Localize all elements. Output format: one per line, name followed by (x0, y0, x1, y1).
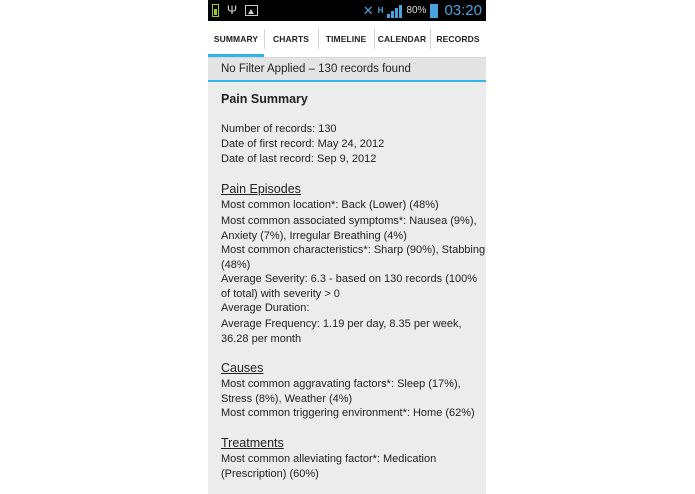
battery-percent: 80% (406, 5, 427, 16)
episode-characteristics: Most common characteristics*: Sharp (90%), Stabbing (48%) (221, 244, 486, 271)
battery-icon (430, 4, 438, 18)
battery-notification-icon (212, 4, 219, 17)
treatment-alleviating: Most common alleviating factor*: Medication (Prescription) (60%) (221, 453, 437, 480)
signal-icon (387, 4, 402, 18)
tab-summary[interactable]: SUMMARY (208, 21, 264, 57)
clock: 03:20 (444, 2, 482, 19)
episode-symptoms: Most common associated symptoms*: Nausea (9%), Anxiety (7%), Irregular Breathing (4%) (221, 215, 477, 242)
episode-duration: Average Duration: (221, 302, 310, 314)
cause-aggravating: Most common aggravating factors*: Sleep (17%), Stress (8%), Weather (4%) (221, 378, 461, 405)
network-type: H (377, 5, 384, 15)
tab-calendar[interactable]: CALENDAR (374, 21, 430, 57)
page-title: Pain Summary (221, 92, 308, 106)
usb-icon: Ψ (227, 3, 238, 17)
system-icons (363, 0, 482, 21)
status-bar (208, 0, 486, 21)
section-heading-episodes: Pain Episodes (221, 182, 301, 196)
tab-records[interactable]: RECORDS (430, 21, 486, 57)
section-heading-causes: Causes (221, 361, 264, 375)
tab-bar (208, 21, 486, 58)
filter-bar[interactable]: No Filter Applied – 130 records found (208, 58, 486, 82)
picture-icon (245, 5, 258, 16)
first-record-date: Date of first record: May 24, 2012 (221, 138, 385, 150)
mute-icon: ✕ (362, 2, 374, 18)
tab-charts[interactable]: CHARTS (264, 21, 318, 57)
section-heading-treatments: Treatments (221, 436, 284, 450)
last-record-date: Date of last record: Sep 9, 2012 (221, 153, 377, 165)
record-count: Number of records: 130 (221, 123, 337, 135)
cause-environment: Most common triggering environment*: Home (62%) (221, 407, 475, 419)
episode-severity: Average Severity: 6.3 - based on 130 records (100% of total) with severity > 0 (221, 273, 478, 300)
notification-icons (212, 3, 258, 17)
tab-timeline[interactable]: TIMELINE (318, 21, 374, 57)
episode-location: Most common location*: Back (Lower) (48%) (221, 199, 439, 211)
phone-screen (208, 0, 486, 494)
episode-frequency: Average Frequency: 1.19 per day, 8.35 per week, 36.28 per month (221, 318, 462, 345)
